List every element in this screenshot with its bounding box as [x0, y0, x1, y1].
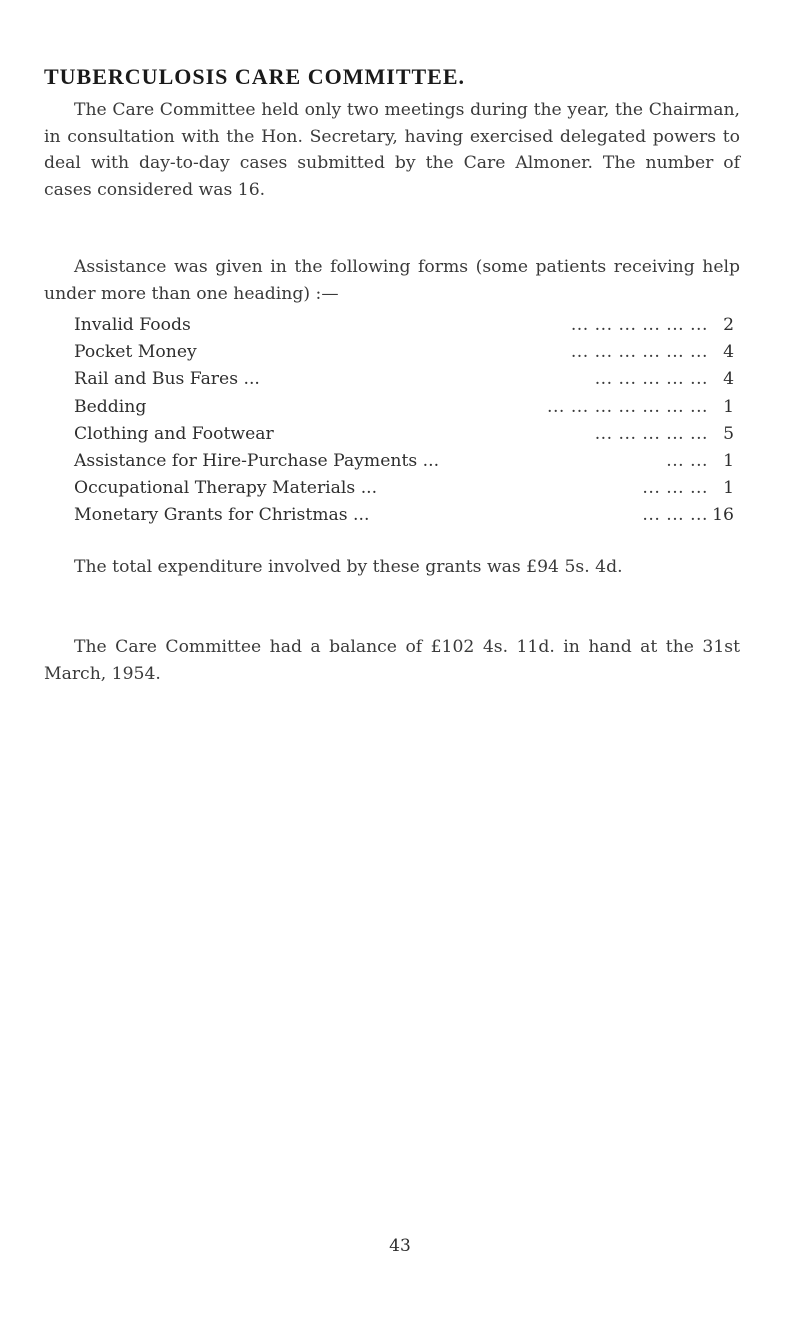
item-count: 4	[723, 342, 734, 363]
paragraph-meetings: The Care Committee held only two meetings during the year, the Chairman, in consultation with the Hon. Secretary, having exercised delegated powers to deal with day-to-day cases submitted by the Care Almoner. The number of cases considered was 16.	[44, 100, 740, 200]
item-count: 1	[723, 478, 734, 499]
list-item	[74, 475, 734, 502]
item-count: 1	[723, 450, 734, 471]
item-label: Pocket Money	[74, 342, 197, 363]
item-count: 1	[723, 396, 734, 417]
paragraph-balance: The Care Committee had a balance of £102 4s. 11d. in hand at the 31st March, 1954.	[44, 637, 740, 684]
item-count: 16	[712, 505, 734, 526]
item-count: 4	[723, 369, 734, 390]
dot-leader: ... ... ... ... ... ...	[570, 315, 708, 335]
dot-leader: ... ... ...	[642, 478, 708, 499]
paragraph-total-expenditure: The total expenditure involved by these grants was £94 5s. 4d.	[74, 557, 623, 577]
item-label: Clothing and Footwear	[74, 423, 274, 444]
item-label: Bedding	[74, 396, 147, 417]
page-number: 43	[389, 1236, 411, 1256]
item-label: Rail and Bus Fares ...	[74, 369, 260, 390]
dot-leader: ... ... ... ... ...	[594, 369, 708, 390]
list-item	[74, 421, 734, 448]
list-item	[74, 312, 734, 339]
dot-leader: ... ... ... ... ... ... ...	[546, 396, 708, 417]
list-item	[74, 394, 734, 421]
item-count: 2	[723, 315, 734, 335]
list-item	[74, 339, 734, 366]
item-label: Monetary Grants for Christmas ...	[74, 505, 370, 526]
item-count: 5	[723, 423, 734, 444]
list-item	[74, 502, 734, 529]
paragraph-assistance-intro: Assistance was given in the following forms (some patients receiving help under more than one heading) :—	[44, 257, 740, 304]
dot-leader: ... ... ...	[642, 505, 708, 526]
list-item	[74, 366, 734, 393]
list-item	[74, 448, 734, 475]
dot-leader: ... ...	[666, 450, 708, 471]
dot-leader: ... ... ... ... ...	[594, 423, 708, 444]
page-heading: TUBERCULOSIS CARE COMMITTEE.	[44, 64, 466, 89]
item-label: Assistance for Hire-Purchase Payments ...	[74, 450, 440, 471]
item-label: Occupational Therapy Materials ...	[74, 478, 378, 499]
item-label: Invalid Foods	[74, 315, 191, 335]
assistance-list	[74, 312, 734, 530]
dot-leader: ... ... ... ... ... ...	[570, 342, 708, 363]
